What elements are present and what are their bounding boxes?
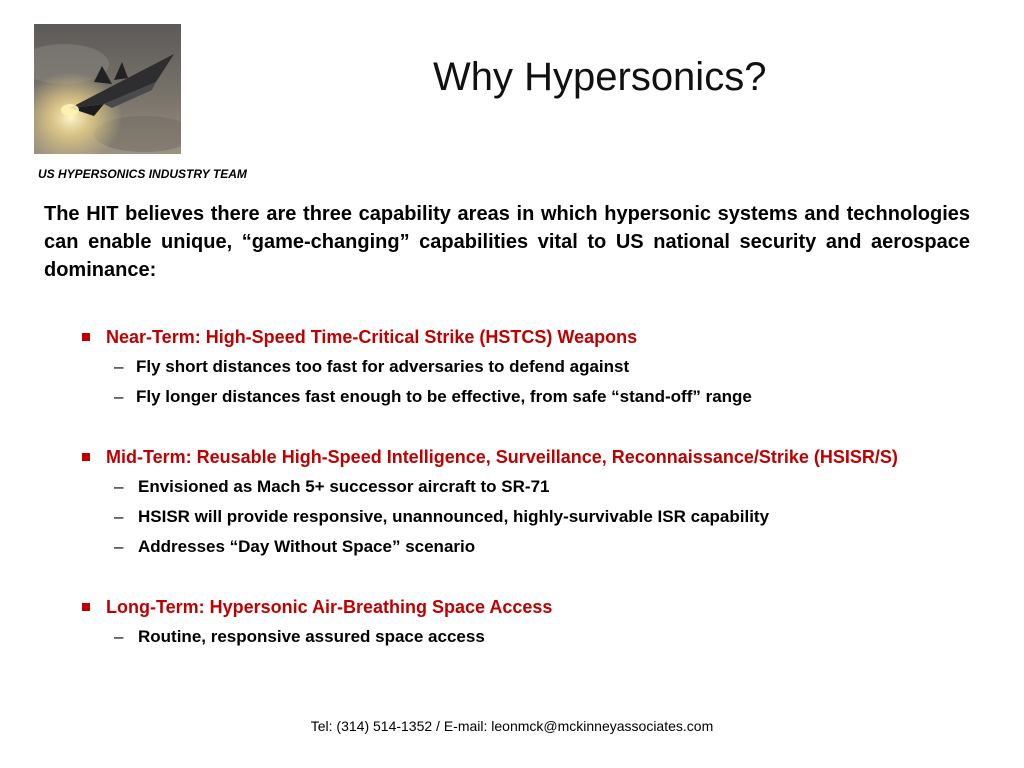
dash-bullet-icon: – — [114, 507, 124, 526]
sub-item — [82, 622, 1002, 652]
dash-bullet-icon: – — [114, 387, 124, 406]
sub-item-text: Addresses “Day Without Space” scenario — [138, 537, 476, 556]
capability-heading: Near-Term: High-Speed Time-Critical Strike (HSTCS) Weapons — [106, 327, 638, 347]
square-bullet-icon — [82, 333, 90, 341]
sub-item — [82, 382, 1002, 412]
capability-item-near-term — [82, 322, 1002, 412]
capability-item-mid-term — [82, 442, 1002, 562]
dash-bullet-icon: – — [114, 627, 124, 646]
sub-item-text: Fly longer distances fast enough to be effective, from safe “stand-off” range — [136, 387, 752, 406]
dash-bullet-icon: – — [114, 477, 124, 496]
hypersonic-vehicle-icon — [34, 24, 181, 154]
org-caption: US HYPERSONICS INDUSTRY TEAM — [38, 167, 247, 181]
page-title: Why Hypersonics? — [433, 55, 767, 99]
dash-bullet-icon: – — [114, 357, 124, 376]
square-bullet-icon — [82, 453, 90, 461]
sub-item — [82, 352, 1002, 382]
square-bullet-icon — [82, 603, 90, 611]
sub-item — [82, 502, 1002, 532]
dash-bullet-icon: – — [114, 537, 124, 556]
sub-item-text: Envisioned as Mach 5+ successor aircraft to SR-71 — [138, 477, 550, 496]
capability-item-long-term — [82, 592, 1002, 652]
sub-item-text: Routine, responsive assured space access — [138, 627, 485, 646]
capability-heading: Long-Term: Hypersonic Air-Breathing Space Access — [106, 597, 553, 617]
sub-item — [82, 472, 1002, 502]
sub-item-text: Fly short distances too fast for adversaries to defend against — [136, 357, 630, 376]
sub-item — [82, 532, 1002, 562]
capability-list — [82, 322, 1002, 682]
contact-footer: Tel: (314) 514-1352 / E-mail: leonmck@mckinneyassociates.com — [310, 718, 714, 734]
sub-item-text: HSISR will provide responsive, unannounced, highly-survivable ISR capability — [138, 507, 770, 526]
hypersonic-vehicle-image — [34, 24, 181, 154]
intro-paragraph: The HIT believes there are three capability areas in which hypersonic systems and technologies can enable unique, “game-changing” capabilities vital to US national security and aerospace dominance: — [44, 203, 970, 281]
capability-heading: Mid-Term: Reusable High-Speed Intelligence, Surveillance, Reconnaissance/Strike (HSISR/S) — [106, 447, 898, 467]
